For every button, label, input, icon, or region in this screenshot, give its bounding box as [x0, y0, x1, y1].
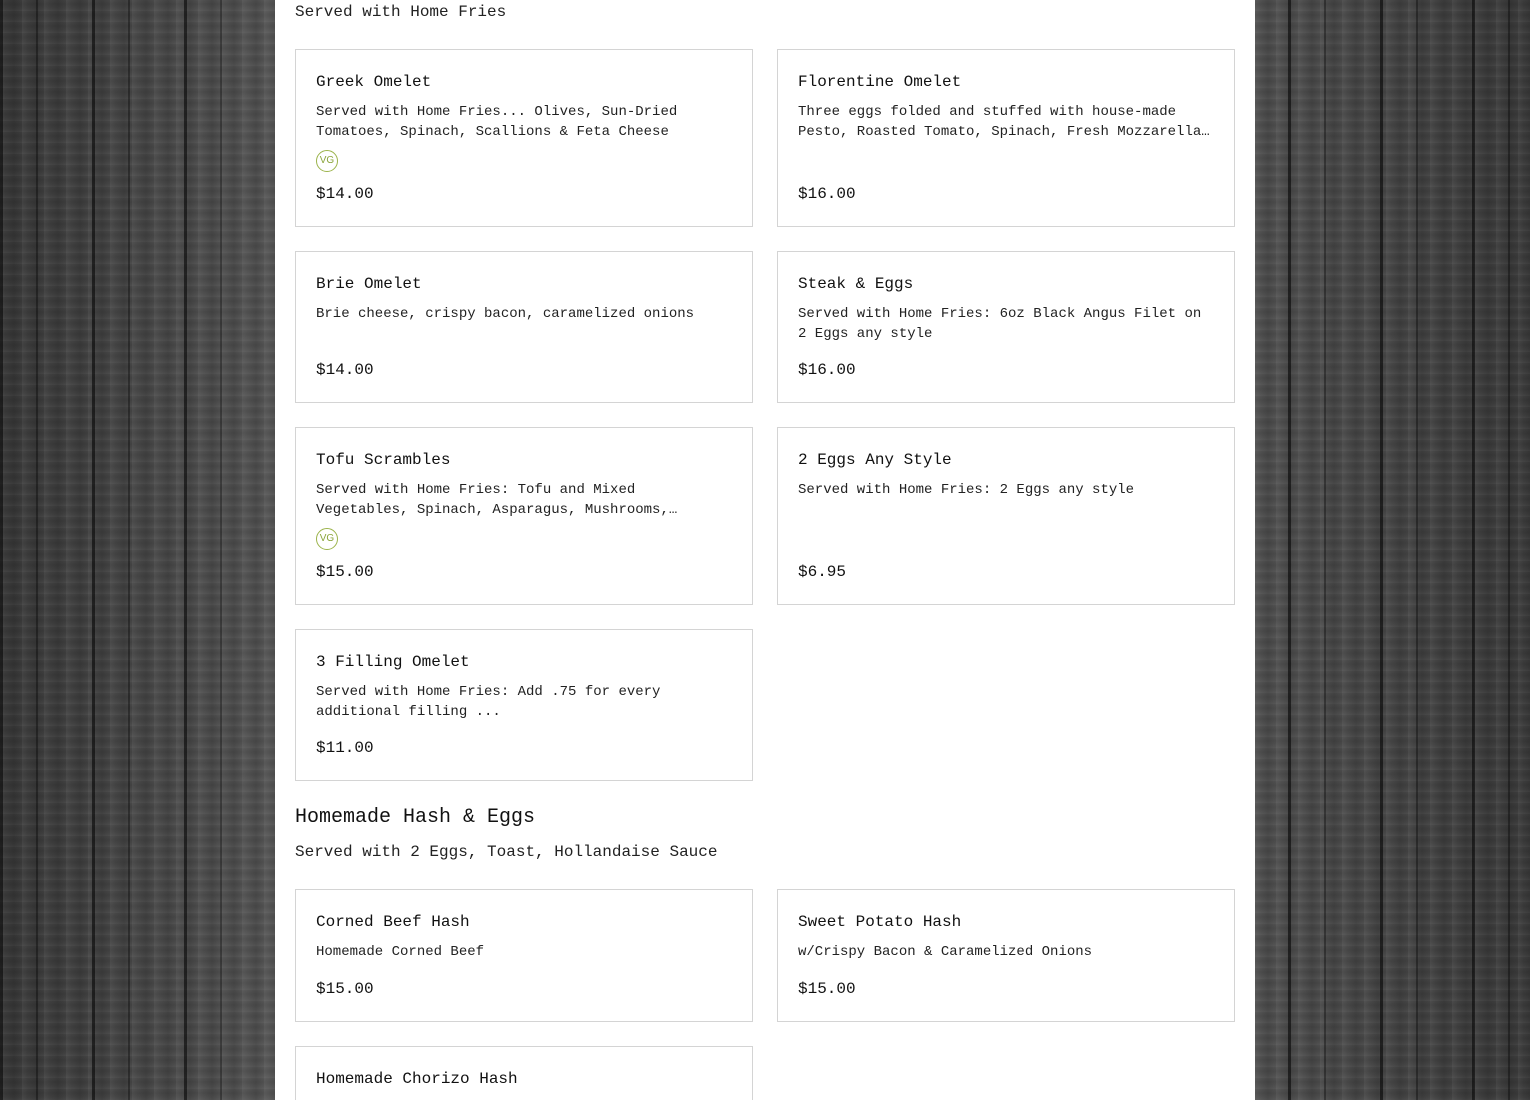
menu-item-price: $6.95 — [798, 563, 847, 581]
menu-item-corned-beef-hash[interactable] — [295, 889, 753, 1022]
menu-item-price: $14.00 — [316, 185, 374, 203]
menu-item-description: Served with Home Fries: Add .75 for every additional filling ... — [316, 684, 661, 720]
menu-item-name: Homemade Chorizo Hash — [316, 1070, 518, 1088]
menu-item-florentine-omelet[interactable] — [777, 49, 1235, 227]
menu-item-price: $16.00 — [798, 185, 856, 203]
menu-item-name: 2 Eggs Any Style — [798, 451, 952, 469]
menu-item-sweet-potato-hash[interactable] — [777, 889, 1235, 1022]
menu-item-description: Three eggs folded and stuffed with house-made Pesto, Roasted Tomato, Spinach, Fresh Mozzarella — [798, 104, 1202, 140]
menu-item-description: w/Crispy Bacon & Caramelized Onions — [798, 944, 1093, 960]
menu-item-description: Served with Home Fries: 2 Eggs any style — [798, 482, 1135, 498]
menu-item-description: Served with Home Fries: 6oz Black Angus Filet on 2 Eggs any style — [798, 306, 1202, 342]
menu-item-name: Brie Omelet — [316, 275, 422, 293]
menu-item-name: Corned Beef Hash — [316, 913, 470, 931]
menu-item-steak-and-eggs[interactable] — [777, 251, 1235, 403]
menu-item-brie-omelet[interactable] — [295, 251, 753, 403]
menu-item-description: Served with Home Fries... Olives, Sun-Dried Tomatoes, Spinach, Scallions & Feta Cheese — [316, 104, 678, 140]
menu-item-name: Greek Omelet — [316, 73, 432, 91]
menu-item-price: $15.00 — [316, 563, 374, 581]
menu-item-tofu-scrambles[interactable] — [295, 427, 753, 605]
menu-item-price: $15.00 — [316, 980, 374, 998]
hash-section-subtitle: Served with 2 Eggs, Toast, Hollandaise Sauce — [295, 843, 718, 861]
menu-item-price: $11.00 — [316, 739, 374, 757]
menu-item-2-eggs-any-style[interactable] — [777, 427, 1235, 605]
menu-item-price: $16.00 — [798, 361, 856, 379]
menu-item-description: Served with Home Fries: Tofu and Mixed Vegetables, Spinach, Asparagus, Mushrooms, — [316, 482, 669, 518]
menu-item-price: $15.00 — [798, 980, 856, 998]
menu-item-name: Steak & Eggs — [798, 275, 914, 293]
menu-item-3-filling-omelet[interactable] — [295, 629, 753, 781]
menu-item-greek-omelet[interactable] — [295, 49, 753, 227]
menu-item-description: Homemade Corned Beef — [316, 944, 485, 960]
vegetarian-badge-icon: VG — [316, 528, 338, 550]
menu-item-name: Sweet Potato Hash — [798, 913, 962, 931]
menu-item-name: Tofu Scrambles — [316, 451, 451, 469]
omelets-section-subtitle: Served with Home Fries — [295, 3, 507, 21]
menu-item-homemade-chorizo-hash[interactable] — [295, 1046, 753, 1100]
menu-item-description: Brie cheese, crispy bacon, caramelized onions — [316, 306, 695, 322]
vegetarian-badge-icon: VG — [316, 150, 338, 172]
menu-item-name: Florentine Omelet — [798, 73, 962, 91]
hash-section-title: Homemade Hash & Eggs — [295, 806, 536, 829]
menu-item-name: 3 Filling Omelet — [316, 653, 470, 671]
menu-panel — [275, 0, 1255, 1100]
menu-item-price: $14.00 — [316, 361, 374, 379]
